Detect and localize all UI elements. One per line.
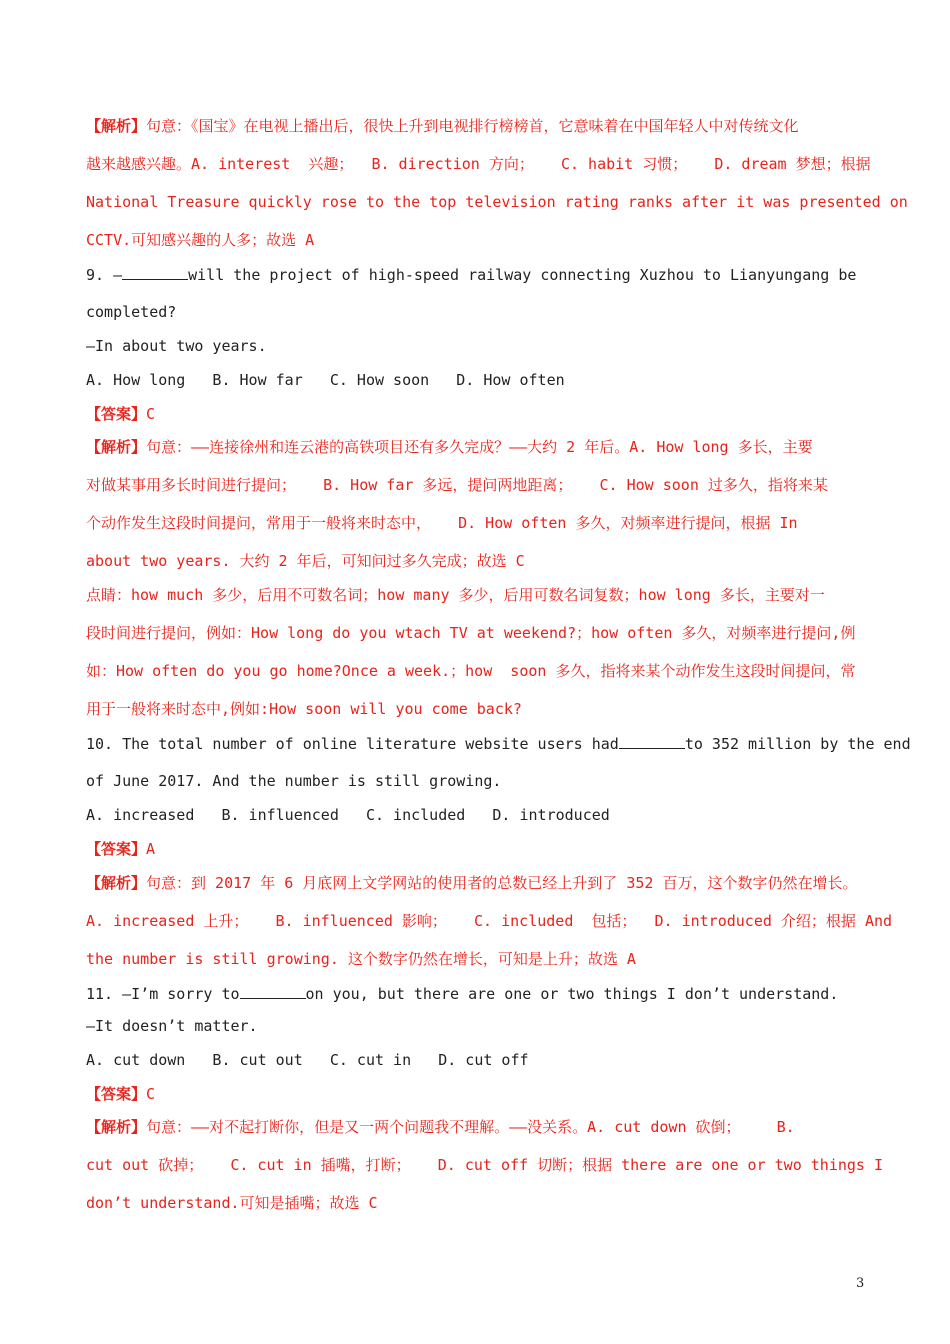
q9-analysis-line-1: 【解析】句意：——连接徐州和连云港的高铁项目还有多久完成？——大约 2 年后。A. How long 多长，主要	[86, 438, 813, 456]
q9-analysis-line-2: 对做某事用多长时间进行提问； B. How far 多远，提问两地距离； C. How soon 过多久，指将来某	[86, 476, 828, 494]
q11-stem: 11. —I’m sorry to on you, but there are one or two things I don’t understand.	[86, 985, 839, 1003]
analysis-tag: 【解析】	[86, 1118, 147, 1136]
analysis-tag: 【解析】	[86, 874, 147, 892]
q11-answer: 【答案】C	[86, 1085, 156, 1103]
q9-stem-line-2: completed?	[86, 303, 177, 321]
q10-stem-line-2: of June 2017. And the number is still growing.	[86, 772, 502, 790]
q9-tip-line-3: 如：How often do you go home?Once a week.；how soon 多久，指将来某个动作发生这段时间提问，常	[86, 662, 856, 680]
q9-tip-line-1: 点睛：how much 多少，后用不可数名词；how many 多少，后用可数名词复数；how long 多长，主要对一	[86, 586, 825, 604]
q9-tip-line-2: 段时间进行提问，例如：How long do you wtach TV at weekend?；how often 多久，对频率进行提问,例	[86, 624, 856, 642]
q10-answer: 【答案】A	[86, 840, 156, 858]
q11-analysis-line-3: don’t understand.可知是插嘴；故选 C	[86, 1194, 378, 1212]
analysis-tag: 【解析】	[86, 438, 147, 456]
q10-analysis-line-2: A. increased 上升； B. influenced 影响； C. included 包括； D. introduced 介绍；根据 And	[86, 912, 893, 930]
answer-blank	[619, 733, 685, 749]
q11-reply: —It doesn’t matter.	[86, 1017, 258, 1035]
analysis-tag: 【解析】	[86, 117, 147, 135]
q10-options: A. increased B. influenced C. included D. introduced	[86, 806, 610, 824]
q8-analysis-line-1: 【解析】句意：《国宝》在电视上播出后，很快上升到电视排行榜榜首，它意味着在中国年轻人中对传统文化	[86, 117, 799, 135]
q9-analysis-line-4: about two years. 大约 2 年后，可知问过多久完成；故选 C	[86, 552, 525, 570]
q8-analysis-line-2: 越来越感兴趣。A. interest 兴趣； B. direction 方向； C. habit 习惯； D. dream 梦想；根据	[86, 155, 871, 173]
q9-answer: 【答案】C	[86, 405, 156, 423]
q9-stem-line-1: 9. — will the project of high-speed railway connecting Xuzhou to Lianyungang be	[86, 266, 857, 284]
answer-blank	[122, 264, 188, 280]
q10-analysis-line-3: the number is still growing. 这个数字仍然在增长，可知是上升；故选 A	[86, 950, 636, 968]
q11-analysis-line-2: cut out 砍掉； C. cut in 插嘴，打断； D. cut off 切断；根据 there are one or two things I	[86, 1156, 884, 1174]
q11-analysis-line-1: 【解析】句意：——对不起打断你，但是又一两个问题我不理解。——没关系。A. cut down 砍倒； B.	[86, 1118, 795, 1136]
q10-stem-line-1: 10. The total number of online literature website users had to 352 million by the end	[86, 735, 911, 753]
q8-analysis-line-3: National Treasure quickly rose to the top television rating ranks after it was presented on	[86, 193, 908, 211]
q10-analysis-line-1: 【解析】句意：到 2017 年 6 月底网上文学网站的使用者的总数已经上升到了 352 百万，这个数字仍然在增长。	[86, 874, 858, 892]
q9-reply: —In about two years.	[86, 337, 267, 355]
answer-blank	[240, 983, 306, 999]
q8-analysis-line-4: CCTV.可知感兴趣的人多；故选 A	[86, 231, 315, 249]
q11-options: A. cut down B. cut out C. cut in D. cut off	[86, 1051, 529, 1069]
q9-tip-line-4: 用于一般将来时态中,例如:How soon will you come back?	[86, 700, 522, 718]
page-number: 3	[856, 1276, 865, 1291]
q9-options: A. How long B. How far C. How soon D. How often	[86, 371, 565, 389]
q9-analysis-line-3: 个动作发生这段时间提问，常用于一般将来时态中， D. How often 多久，对频率进行提问，根据 In	[86, 514, 798, 532]
